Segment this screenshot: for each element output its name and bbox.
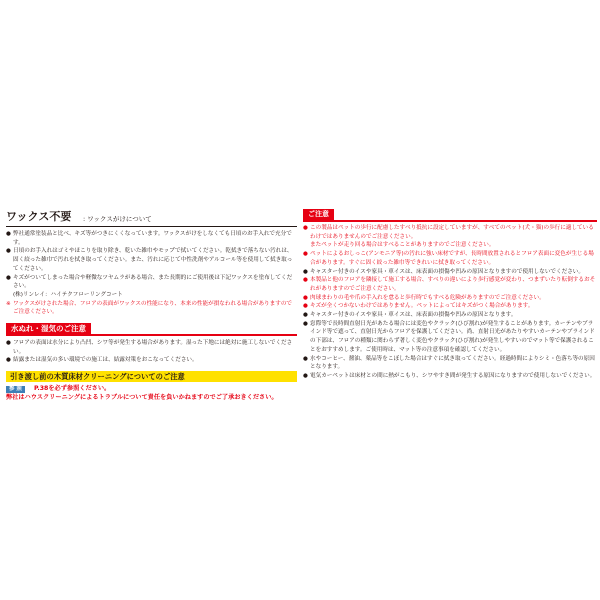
water-section-header: [6, 320, 297, 336]
wax-product: (株)リンレイ：ハイテクフローリングコート: [13, 291, 123, 298]
wax-subtitle: : ワックスがけについて: [83, 215, 152, 223]
caution-section-header: [303, 206, 597, 222]
caution-item: ● キャスター付きのイスや家具・車イスは、床表面の損傷や凹みの原因となります。: [303, 312, 517, 319]
right-column: [303, 206, 597, 381]
wax-title: ワックス不要: [6, 210, 72, 223]
wax-warning-list: [6, 300, 297, 317]
list-item: ● フロアの表面は水分により凸凹、シワ等が発生する場合があります。湿った下地には絶対に施工しないでください。: [6, 340, 293, 355]
left-column: [6, 206, 297, 402]
caution-tag: ご注意: [303, 209, 334, 220]
caution-item: ● 電気カーペットは床材との間に熱がこもり、シワやすき間が発生する原因になりますので使用しないでください。: [303, 372, 596, 379]
caution-item: ● この製品はペットの歩行に配慮したすべり抵抗に設定していますが、すべてのペット(犬・猫)の歩行に適しているわけではありませんのでご注意ください。: [303, 225, 594, 240]
caution-item: ● ペットによるおしっこ(アンモニア等)の汚れに強い床材ですが、長時間放置されるとフロア表面に変色が生じる場合があります。すぐに固く絞った雑巾等できれいに拭き取ってください。: [303, 251, 594, 266]
water-list: [6, 339, 297, 365]
reference-text: P.38を必ず参照ください。: [34, 385, 111, 393]
caution-item: ● 肉球まわりの毛や爪の手入れを怠ると歩行時でもすべる危険がありますのでご注意ください。: [303, 294, 545, 301]
caution-item: ● 本製品と他のフロアを隣接して施工する場合、すべりの違いにより歩行感覚が変わり、つまずいたり転倒するおそれがありますのでご注意ください。: [303, 277, 596, 292]
wax-warning: ※ ワックスがけされた場合、フロアの表面がワックスの性能になり、本来の性能が損なわれる場合がありますのでご注意ください。: [6, 300, 293, 316]
caution-item: ● 水やコーヒー、醤油、薬品等をこぼした場合はすぐに拭き取ってください。経過時間によりシミ・色落ち等の原因となります。: [303, 355, 595, 371]
list-item: ● キズがついてしまった場合や軽微なツヤムラがある場合、また長期的にご使用後は下記ワックスを塗布してください。: [6, 274, 293, 290]
list-item: ● 結露または湿気の多い環境での施工は、結露対策をおこなってください。: [6, 357, 198, 364]
cleaning-text: 弊社はハウスクリーニングによるトラブルについて責任を負いかねますのでご了承おきください。: [6, 393, 278, 401]
caution-list: [303, 224, 597, 381]
cleaning-band: 引き渡し前の木質床材クリーニングについてのご注意: [6, 371, 297, 382]
wax-section-header: [6, 206, 297, 227]
reference-row: [6, 385, 297, 394]
caution-item: ● 窓際等で長時間直射日光があたる場合には変色やクラック(ひび割れ)が発生することがあります。カーテンやブラインド等で遮って、直射日光からフロアを保護してください。尚、直射日光があたりやすいカーテンやブラインドの下部は、フロアの種類に関わらず著しく変色やクラック(ひび割れ)が発生しやすいのでマット等で保護されることをおすすめします。ご使用時は、マット等の注意事項を確認してください。: [303, 320, 595, 353]
caution-item: ● キャスター付きのイスや家具・車イスは、床表面の損傷や凹みの原因となりますので使用しないでください。: [303, 268, 584, 275]
reference-tag: 参 照: [6, 386, 25, 393]
water-tag: 水ぬれ・湿気のご注意: [6, 323, 91, 334]
list-item: ● 弊社通常塗装品と比べ、キズ等がつきにくくなっています。ワックスがけをしなくても日頃のお手入れで充分です。: [6, 231, 292, 246]
caution-item: またペットが走り回る場合はすべることがありますのでご注意ください。: [310, 242, 495, 249]
wax-list: [6, 230, 297, 291]
list-item: ● 日頃のお手入れはゴミやほこりを取り除き、乾いた雑巾やモップで拭いてください。乾拭きで落ちない汚れは、固く絞った雑巾で汚れを拭き取ってください。また、汚れに応じて中性洗剤やアルコール等を使用して拭き取ってください。: [6, 248, 293, 272]
caution-item: ● キズが全くつかないわけではありません。ペットによってはキズがつく場合があります。: [303, 303, 534, 310]
